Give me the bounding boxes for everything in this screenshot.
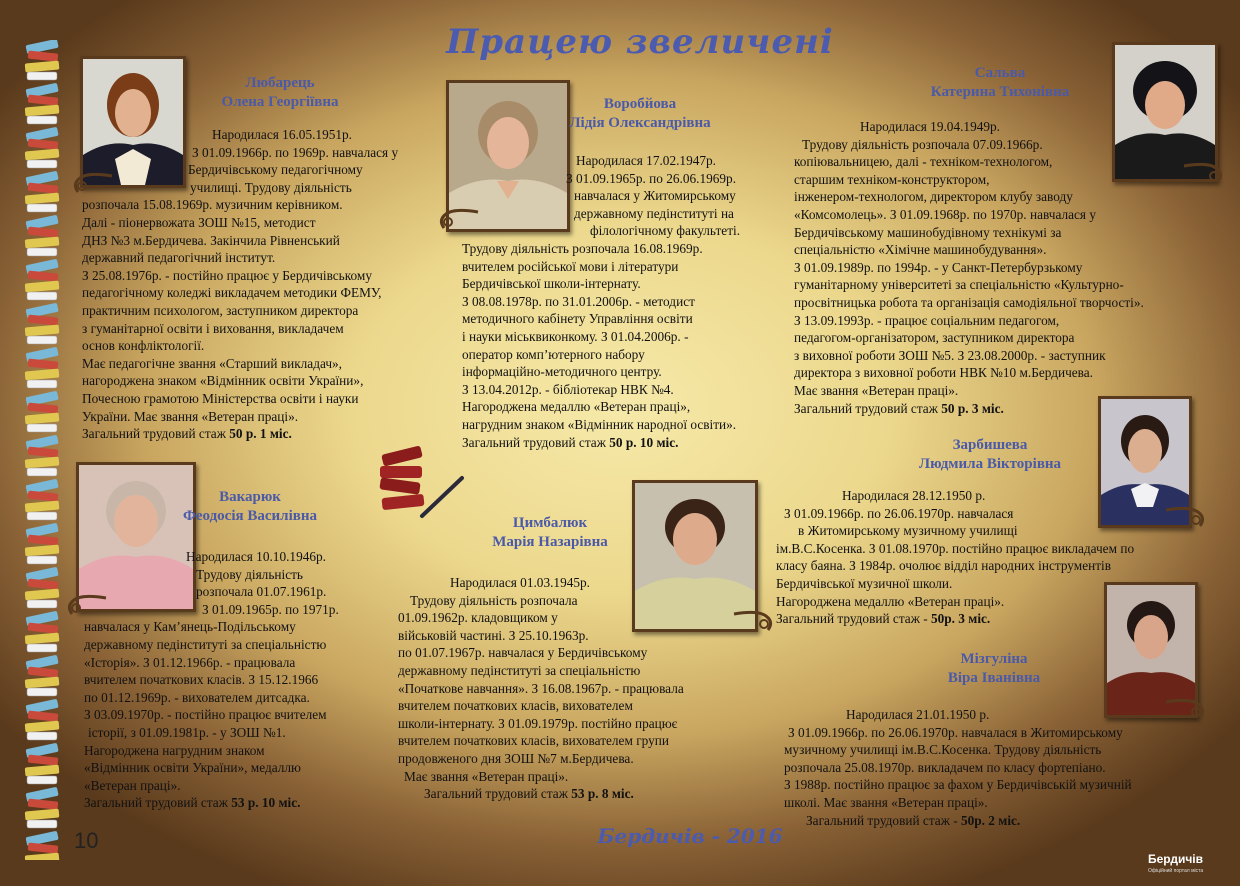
bio-line: «Початкове навчання». З 16.08.1967р. - працювала [398,680,684,696]
stazh-value: 53 р. 10 міс. [231,795,301,811]
bio-line: школи-інтернату. З 01.09.1979р. постійно працює [398,715,678,731]
bio-line: Народилася 21.01.1950 р. [846,707,990,722]
bio-line: педагогічному коледжі викладачем методики ФЕМУ, [82,285,382,301]
book-stack [25,127,60,168]
page-title: Працею звеличені [446,22,834,62]
bio-line: старшим техніком-конструктором, [794,171,990,187]
book-stack [25,699,60,740]
bio-line: інформаційно-методичного центру. [462,364,662,380]
bio-line: З 01.09.1966р. по 26.06.1970р. навчалася в Житомирському [788,724,1123,740]
bio-line: Має звання «Ветеран праці». [404,768,569,784]
given-names: Катерина Тихонівна [930,84,1070,100]
stazh-line [794,400,1144,418]
bio-line: і науки міськвиконкому. З 01.04.2006р. - [462,328,689,344]
bio-line: оператор комп’ютерного набору [462,346,645,362]
book-stack [25,787,60,828]
bio-line: Народилася 17.02.1947р. [576,153,716,168]
book-stack [25,655,60,696]
bio-line: вчителем початкових класів, вихователем групи [398,733,670,749]
given-names: Людмила Вікторівна [918,456,1062,472]
book-stack [25,83,60,124]
scroll-ornament [1160,694,1206,724]
bio-line: нагороджена знаком «Відмінник освіти України», [82,373,364,389]
book-stack [25,831,60,860]
bio-line: з виховної роботи ЗОШ №5. З 23.08.2000р. - заступник [794,347,1106,363]
bio-line: «Відмінник освіти України», медаллю [84,760,301,776]
bio-line: Бердичівському педагогічному [188,162,363,178]
bio-line: навчалася у Житомирському [574,188,736,204]
person-name-zarbysheva [890,436,1090,474]
stazh-label: Загальний трудовий стаж - [776,611,928,627]
bio-line: гуманітарному університеті за спеціальністю «Культурно- [794,277,1124,293]
bio-tsymbalyuk [398,574,684,803]
bio-line: основ конфліктології. [82,338,205,354]
book-stack [25,171,60,212]
bio-line: розпочала 25.08.1970р. викладачем по класу фортепіано. [784,759,1106,775]
book-stack [25,347,60,388]
bio-line: вчителем початкових класів, вихователем [398,698,633,714]
surname: Воробйова [603,96,677,112]
bio-line: З 01.09.1965р. по 26.06.1969р. [566,170,737,186]
bio-line: по 01.07.1967р. навчалася у Бердичівському [398,645,648,661]
book-stack [25,391,60,432]
stazh-value: 53 р. 8 міс. [571,786,634,802]
bio-line: розпочала 15.08.1969р. музичним керівником. [82,197,343,213]
bio-lyubarets [82,126,398,443]
stazh-label: Загальний трудовий стаж [462,434,606,450]
books-pen-decoration [376,444,468,520]
bio-line: Далі - піонервожата ЗОШ №15, методист [82,214,316,230]
bio-line: Трудову діяльність розпочала 07.09.1966р. [802,136,1043,152]
logo-subtext: Офіційний портал міста [1148,868,1204,874]
bio-line: З 08.08.1978р. по 31.01.2006р. - методист [462,293,695,309]
bio-line: З 01.09.1966р. по 1969р. навчалася у [192,144,399,160]
given-names: Феодосія Василівна [182,508,318,524]
scroll-ornament [1178,158,1224,188]
bio-line: військовій частині. З 25.10.1963р. [398,627,589,643]
stazh-line [398,785,684,803]
bio-line: України. Має звання «Ветеран праці». [82,408,299,424]
bio-line: Трудову діяльність розпочала 16.08.1969р. [462,240,703,256]
stazh-label: Загальний трудовий стаж [424,786,568,802]
book-stack [25,567,60,608]
given-names: Олена Георгіївна [221,94,339,110]
bio-line: методичного кабінету Управління освіти [462,311,693,327]
bio-line: продовженого дня ЗОШ №7 м.Бердичева. [398,750,634,766]
bio-line: З 13.04.2012р. - бібліотекар НВК №4. [462,381,674,397]
book-stack [25,435,60,476]
bio-line: історії, з 01.09.1981р. - у ЗОШ №1. [88,724,286,740]
surname: Сальва [974,65,1026,81]
bio-line: з гуманітарної освіти і виховання, викладачем [82,320,344,336]
book-stack [25,743,60,784]
bio-line: Має звання «Ветеран праці». [794,382,959,398]
book-stack [25,479,60,520]
footer-city-year: Бердичів - 2016 [597,824,783,848]
stazh-line [784,812,1132,830]
bio-zarbysheva [776,487,1134,628]
person-name-salva [900,64,1100,102]
bio-line: державному педінституті на [574,205,734,221]
bio-line: Народилася 10.10.1946р. [186,549,326,564]
bio-line: ДНЗ №3 м.Бердичева. Закінчила Рівненський [82,232,340,248]
given-names: Лідія Олександрівна [569,115,711,131]
book-stack [25,523,60,564]
bio-line: З 01.09.1989р. по 1994р. - у Санкт-Петербурзькому [794,259,1083,275]
bio-line: Трудову діяльність [196,566,303,582]
bio-line: З 01.09.1966р. по 26.06.1970р. навчалася [784,505,1014,521]
bio-line: З 25.08.1976р. - постійно працює у Бердичівському [82,267,372,283]
bio-vakaryuk [84,548,339,812]
page-number: 10 [74,828,99,853]
bio-line: 01.09.1962р. кладовщиком у [398,610,558,626]
scroll-ornament [728,606,774,636]
person-name-vorobyova [540,95,740,133]
person-name-vakaryuk [150,488,350,526]
surname: Цимбалюк [512,515,588,531]
stazh-label: Загальний трудовий стаж [794,400,938,416]
stazh-line [462,434,740,452]
stazh-line [82,425,398,443]
scroll-ornament [66,590,112,620]
bio-line: Нагороджена медаллю «Ветеран праці», [462,399,691,415]
bio-mizgulina [784,706,1132,829]
bio-line: Народилася 01.03.1945р. [450,575,590,590]
surname: Зарбишева [952,437,1028,453]
bio-line: педагогом-організатором, заступником директора [794,330,1075,346]
city-portal-logo [1148,846,1228,878]
surname: Мізгуліна [960,651,1028,667]
bio-line: «Історія». З 01.12.1966р. - працювала [84,654,296,670]
stazh-value: 50 р. 10 міс. [609,434,679,450]
given-names: Марія Назарівна [492,534,608,550]
stazh-label: Загальний трудовий стаж - [806,812,958,828]
bio-line: З 03.09.1970р. - постійно працює вчителем [84,707,327,723]
bio-line: Бердичівської музичної школи. [776,575,953,591]
bio-line: Має педагогічне звання «Старший викладач», [82,355,342,371]
bio-line: З 1988р. постійно працює за фахом у Бердичівській музичній [784,777,1132,793]
bio-line: в Житомирському музичному училищі [798,523,1018,539]
bio-line: навчалася у Кам’янець-Подільському [84,619,296,635]
book-stack [25,303,60,344]
stazh-value: 50р. 2 міс. [960,812,1021,828]
bio-line: Бердичівському машинобудівному технікумі за [794,224,1062,240]
scroll-ornament [72,168,118,198]
bio-line: училищі. Трудову діяльність [190,179,352,195]
bio-vorobyova [462,152,740,451]
bio-line: розпочала 01.07.1961р. [196,584,327,600]
bio-line: школі. Має звання «Ветеран праці». [784,794,988,810]
stazh-line [776,610,1134,628]
bio-line: Народилася 19.04.1949р. [860,119,1000,134]
stazh-line [84,794,339,812]
bio-line: Бердичівської школи-інтернату. [462,276,641,292]
bio-line: Нагороджена медаллю «Ветеран праці». [776,593,1005,609]
bio-line: державному педінституті за спеціальністю [84,636,327,652]
book-stack [25,215,60,256]
bio-salva [794,118,1144,417]
bio-line: ім.В.С.Косенка. З 01.08.1970р. постійно працює викладачем по [776,540,1135,556]
book-column-decoration [22,40,66,860]
bio-line: З 01.09.1965р. по 1971р. [202,601,339,617]
bio-line: нагрудним знаком «Відмінник народної освіти». [462,416,737,432]
book-stack [25,259,60,300]
bio-line: вчителем російської мови і літератури [462,258,679,274]
bio-line: по 01.12.1969р. - вихователем дитсадка. [84,689,310,705]
bio-line: Народилася 28.12.1950 р. [842,488,986,503]
stazh-value: 50р. 3 міс. [930,611,991,627]
bio-line: вчителем початкових класів. З 15.12.1966 [84,672,319,688]
bio-line: державний педагогічний інститут. [82,250,276,266]
surname: Вакарюк [219,489,281,505]
bio-line: «Ветеран праці». [84,777,181,793]
bio-line: директора з виховної роботи НВК №10 м.Бердичева. [794,365,1094,381]
bio-line: Трудову діяльність розпочала [410,592,578,608]
bio-line: Почесною грамотою Міністерства освіти і науки [82,390,359,406]
given-names: Віра Іванівна [947,670,1041,686]
scroll-ornament [438,204,484,234]
bio-line: Нагороджена нагрудним знаком [84,742,265,758]
bio-line: філологічному факультеті. [590,223,741,239]
bio-line: Народилася 16.05.1951р. [212,127,352,142]
stazh-value: 50 р. 3 міс. [941,400,1004,416]
bio-line: практичним психологом, заступником директора [82,302,359,318]
bio-line: копіювальницею, далі - техніком-технологом, [794,154,1053,170]
stazh-value: 50 р. 1 міс. [229,426,292,442]
bio-line: «Комсомолець». З 01.09.1968р. по 1970р. навчалася у [794,206,1096,222]
person-name-lyubarets [180,74,380,112]
bio-line: державному педінституті за спеціальністю [398,662,641,678]
bio-line: класу баяна. З 1984р. очолює відділ народних інструментів [776,558,1111,574]
surname: Любарець [245,75,315,91]
book-stack [25,611,60,652]
bio-line: музичному училищі ім.В.С.Косенка. Трудову діяльність [784,742,1102,758]
stazh-label: Загальний трудовий стаж [84,795,228,811]
scroll-ornament [1160,502,1206,532]
bio-line: просвітницька робота та організація самодіяльної творчості». [794,294,1144,310]
bio-line: інженером-технологом, директором клубу заводу [794,189,1073,205]
person-name-mizgulina [894,650,1094,688]
bio-line: З 13.09.1993р. - працює соціальним педагогом, [794,312,1060,328]
bio-line: спеціальністю «Хімічне машинобудування». [794,242,1047,258]
person-name-tsymbalyuk [450,514,650,552]
logo-text: Бердичів [1148,852,1204,866]
stazh-label: Загальний трудовий стаж [82,426,226,442]
